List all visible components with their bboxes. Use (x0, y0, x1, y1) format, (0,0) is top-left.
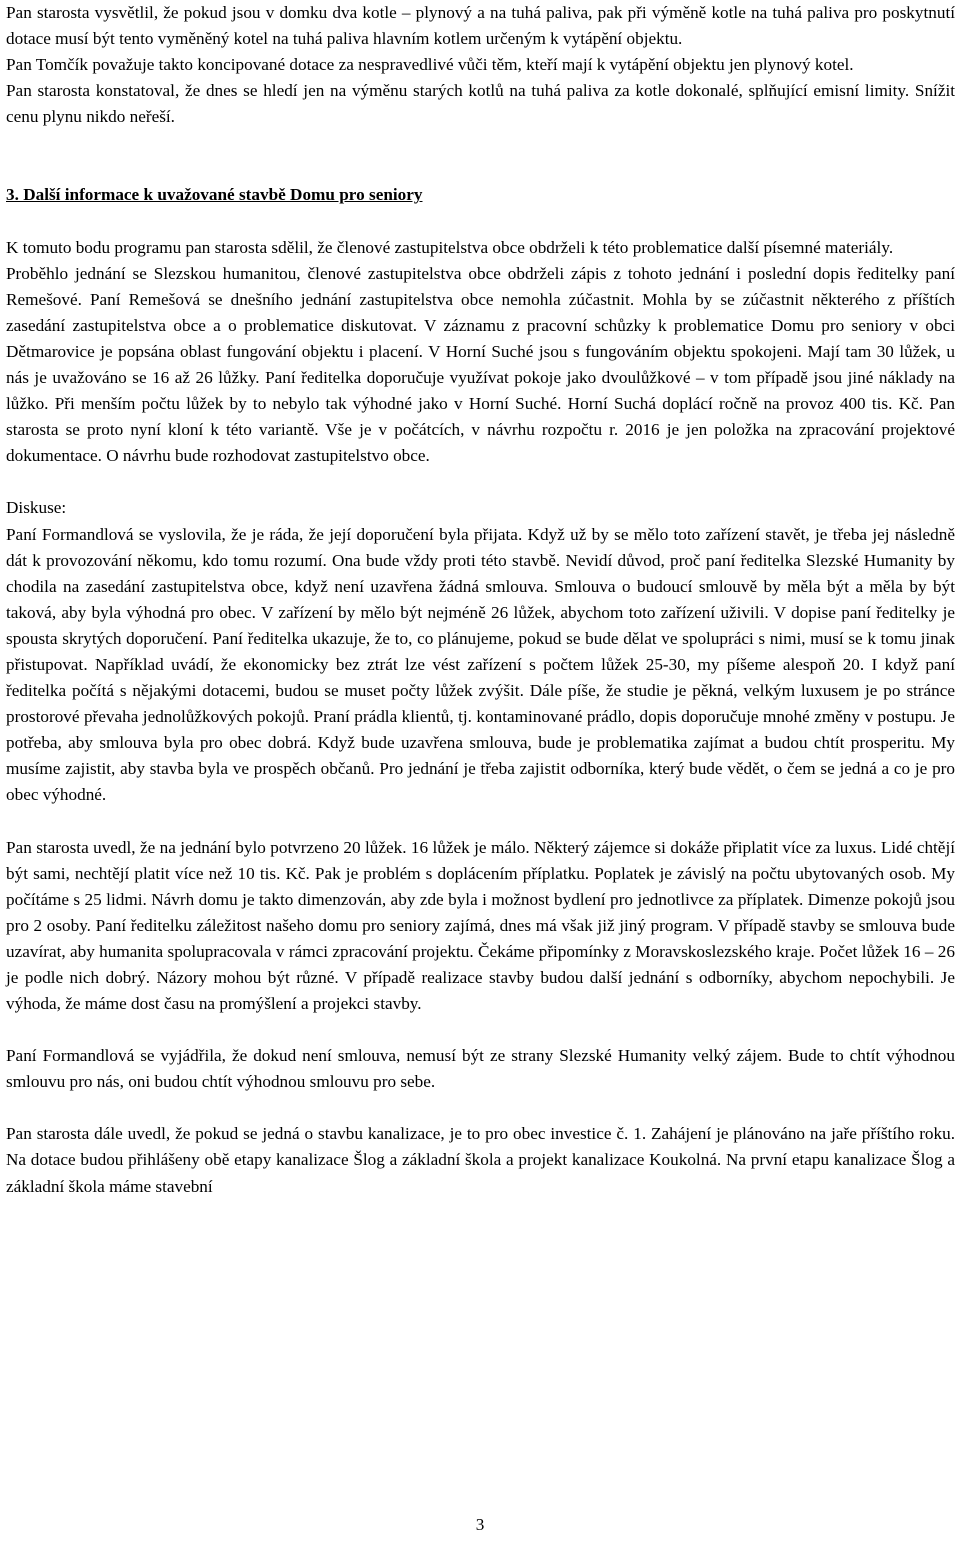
spacer (6, 1017, 955, 1043)
spacer (6, 809, 955, 835)
discussion-block-3 (6, 1043, 955, 1095)
paragraph-materials: K tomuto bodu programu pan starosta sdělil, že členové zastupitelstva obce obdrželi k této problematice další písemné materiály. (6, 237, 894, 257)
discussion-block (6, 495, 955, 808)
paragraph-tomcik: Pan Tomčík považuje takto koncipované dotace za nespravedlivé vůči těm, kteří mají k vytápění objektu jen plynový kotel. (6, 55, 854, 75)
paragraph-starosta-beds: Pan starosta uvedl, že na jednání bylo potvrzeno 20 lůžek. 16 lůžek je málo. Některý zájemce si dokáže připlatit více za luxus. Lidé chtějí být sami, nechtějí platit více než 10 tis. Kč. Pak je problém s doplácením příplatku. Poplatek je závislý na počtu ubytovaných osob. My počítáme s 25 lidmi. Návrh domu je takto dimenzován, aby zde byla i možnost bydlení pro jednotlivce za příplatek. Dimenze pokojů jsou pro 2 osoby. Paní ředitelku záležitost našeho domu pro seniory zajímá, dnes má však již jiný program. V případě stavby se smlouva bude uzavírat, aby humanita spolupracovala v rámci zpracování projektu. Čekáme připomínky z Moravskoslezského kraje. Počet lůžek 16 – 26 je podle nich dobrý. Názory mohou být různé. V případě realizace stavby budou další jednání s odborníky, abychom nepochybili. Je výhoda, že máme dost času na promýšlení a projekci stavby. (6, 837, 955, 1014)
paragraph-boilers: Pan starosta vysvětlil, že pokud jsou v domku dva kotle – plynový a na tuhá paliva, pak při výměně kotle na tuhá paliva pro poskytnutí dotace musí být tento vyměněný kotel na tuhá paliva hlavním kotlem určeným k vytápění objektu. (6, 3, 955, 49)
spacer (6, 209, 955, 235)
paragraph-formandlova-1: Paní Formandlová se vyslovila, že je ráda, že její doporučení byla přijata. Když už by se mělo toto zařízení stavět, je třeba jej následně dát k provozování někomu, kdo tomu rozumí. Ona bude vždy proti této stavbě. Nevidí důvod, proč paní ředitelka Slezské Humanity by chodila na zasedání zastupitelstva obce, když není uzavřena žádná smlouva. Smlouva o budoucí smlouvě by měla být a měla by být taková, aby byla výhodná pro obec. V zařízení by mělo být nejméně 26 lůžek, abychom toto zařízení uživili. V dopise paní ředitelky je spousta skrytých doporučení. Paní ředitelka ukazuje, že to, co plánujeme, pokud se bude dělat ve spolupráci s nimi, musí se k tomu jinak přistupovat. Například uvádí, že ekonomicky bez ztrát lze vést zařízení s počtem lůžek 25-30, my píšeme alespoň 20. I když paní ředitelka počítá s nějakými dotacemi, budou se muset počty lůžek zvýšit. Dále píše, že studie je pěkná, velkým luxusem je po stránce prostorové převaha jednolůžkových pokojů. Praní prádla klientů, tj. kontaminované prádlo, dopis doporučuje mnohé změny v postupu. Je potřeba, aby smlouva byla pro obec dobrá. Když bude uzavřena smlouva, bude je problematika zajímat a budou chtít prosperitu. My musíme zajistit, aby stavba byla ve prospěch občanů. Pro jednání je třeba zajistit odborníka, který bude vědět, o čem se jedná a co je pro obec výhodné. (6, 524, 955, 805)
discussion-block-2 (6, 835, 955, 1018)
paragraph-sewerage: Pan starosta dále uvedl, že pokud se jedná o stavbu kanalizace, je to pro obec investice č. 1. Zahájení je plánováno na jaře příštího roku. Na dotace budou přihlášeny obě etapy kanalizace Šlog a základní škola a projekt kanalizace Koukolná. Na první etapu kanalizace Šlog a základní škola máme stavební (6, 1124, 955, 1196)
paragraph-humanita-meeting: Proběhlo jednání se Slezskou humanitou, členové zastupitelstva obce obdrželi zápis z tohoto jednání i poslední dopis ředitelky paní Remešové. Paní Remešová se dnešního jednání zastupitelstva obce nemohla zúčastnit. Mohla by se zúčastnit některého z příštích zasedání zastupitelstva obce a o problematice diskutovat. V záznamu z pracovní schůzky k problematice Domu pro seniory v obci Dětmarovice je popsána oblast fungování objektu i placení. V Horní Suché jsou s fungováním objektu spokojeni. Mají tam 30 lůžek, u nás je uvažováno se 16 až 26 lůžky. Paní ředitelka doporučuje využívat pokoje jako dvoulůžkové – v tom případě jsou jiné náklady na lůžko. Při menším počtu lůžek by to nebylo tak výhodné jako v Horní Suché. Horní Suchá doplácí ročně na provoz 400 tis. Kč. Pan starosta se proto nyní kloní k této variantě. Vše je v počátcích, v návrhu rozpočtu r. 2016 je jen položka na zpracování projektové dokumentace. O návrhu bude rozhodovat zastupitelstvo obce. (6, 263, 955, 466)
section-heading: 3. Další informace k uvažované stavbě Domu pro seniory (6, 185, 423, 205)
spacer (6, 1095, 955, 1121)
discussion-block-4 (6, 1121, 955, 1199)
section-text-block (6, 235, 955, 470)
discussion-label: Diskuse: (6, 498, 67, 518)
paragraph-formandlova-2: Paní Formandlová se vyjádřila, že dokud není smlouva, nemusí být ze strany Slezské Humanity velký zájem. Bude to chtít výhodnou smlouvu pro nás, oni budou chtít výhodnou smlouvu pro sebe. (6, 1046, 955, 1092)
spacer (6, 130, 955, 182)
spacer (6, 469, 955, 495)
page-number: 3 (475, 1515, 485, 1534)
document-page (6, 0, 955, 1200)
top-text-block (6, 0, 955, 130)
paragraph-emission-limits: Pan starosta konstatoval, že dnes se hledí jen na výměnu starých kotlů na tuhá paliva za kotle dokonalé, splňující emisní limity. Snížit cenu plynu nikdo neřeší. (6, 81, 955, 127)
